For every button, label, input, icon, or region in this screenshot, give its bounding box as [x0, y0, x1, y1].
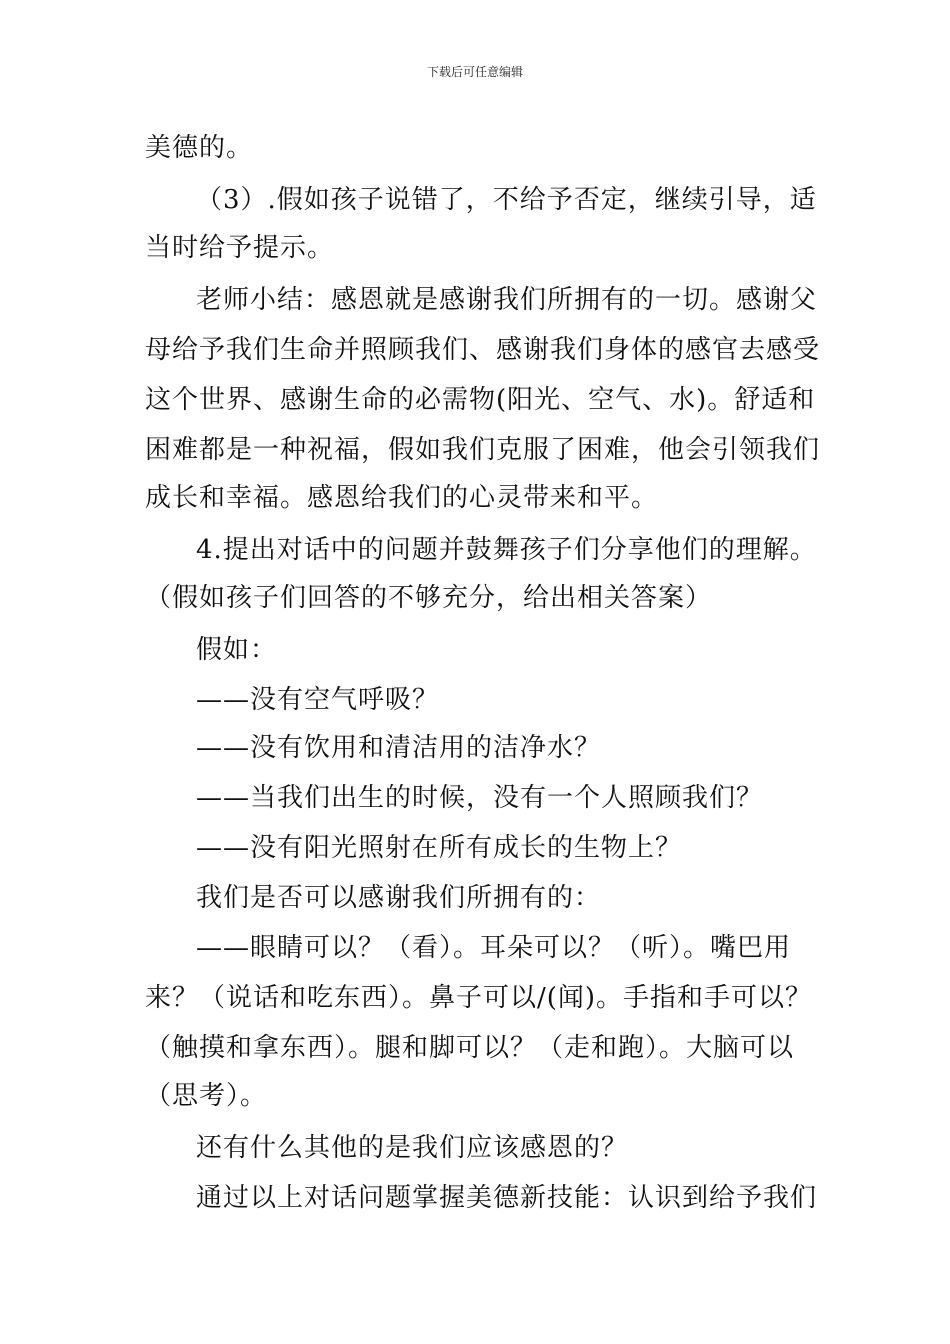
- text-line: ——没有阳光照射在所有成长的生物上？: [196, 833, 683, 863]
- text-line: （假如孩子们回答的不够充分，给出相关答案）: [145, 583, 713, 613]
- text-line: 母给予我们生命并照顾我们、感谢我们身体的感官去感受: [145, 335, 821, 365]
- text-line: 当时给予提示。: [145, 233, 335, 263]
- text-line: ——没有饮用和清洁用的洁净水？: [196, 733, 602, 763]
- text-line: 老师小结：感恩就是感谢我们所拥有的一切。感谢父: [196, 285, 818, 315]
- text-line: 假如：: [196, 635, 278, 665]
- text-line: 来？（说话和吃东西）。鼻子可以/(闻)。手指和手可以？: [145, 983, 813, 1013]
- text-line: 成长和幸福。感恩给我们的心灵带来和平。: [145, 483, 659, 513]
- text-line: （3）.假如孩子说错了，不给予否定，继续引导，适: [196, 185, 817, 215]
- text-line: 4.提出对话中的问题并鼓舞孩子们分享他们的理解。: [196, 535, 817, 565]
- text-line: 美德的。: [145, 133, 254, 163]
- text-line: 通过以上对话问题掌握美德新技能：认识到给予我们: [196, 1183, 818, 1213]
- text-line: ——没有空气呼吸？: [196, 685, 440, 715]
- text-line: 我们是否可以感谢我们所拥有的：: [196, 883, 602, 913]
- text-line: 还有什么其他的是我们应该感恩的？: [196, 1133, 629, 1163]
- text-line: ——当我们出生的时候，没有一个人照顾我们？: [196, 783, 764, 813]
- text-line: 这个世界、感谢生命的必需物(阳光、空气、水)。舒适和: [145, 385, 816, 415]
- page-header: 下载后可任意编辑: [426, 65, 523, 79]
- text-line: （思考）。: [145, 1081, 268, 1111]
- text-line: （触摸和拿东西）。腿和脚可以？（走和跑）。大脑可以: [145, 1033, 795, 1063]
- text-line: ——眼睛可以？（看）。耳朵可以？（听）。嘴巴用: [196, 933, 792, 963]
- text-line: 困难都是一种祝福，假如我们克服了困难，他会引领我们: [145, 435, 821, 465]
